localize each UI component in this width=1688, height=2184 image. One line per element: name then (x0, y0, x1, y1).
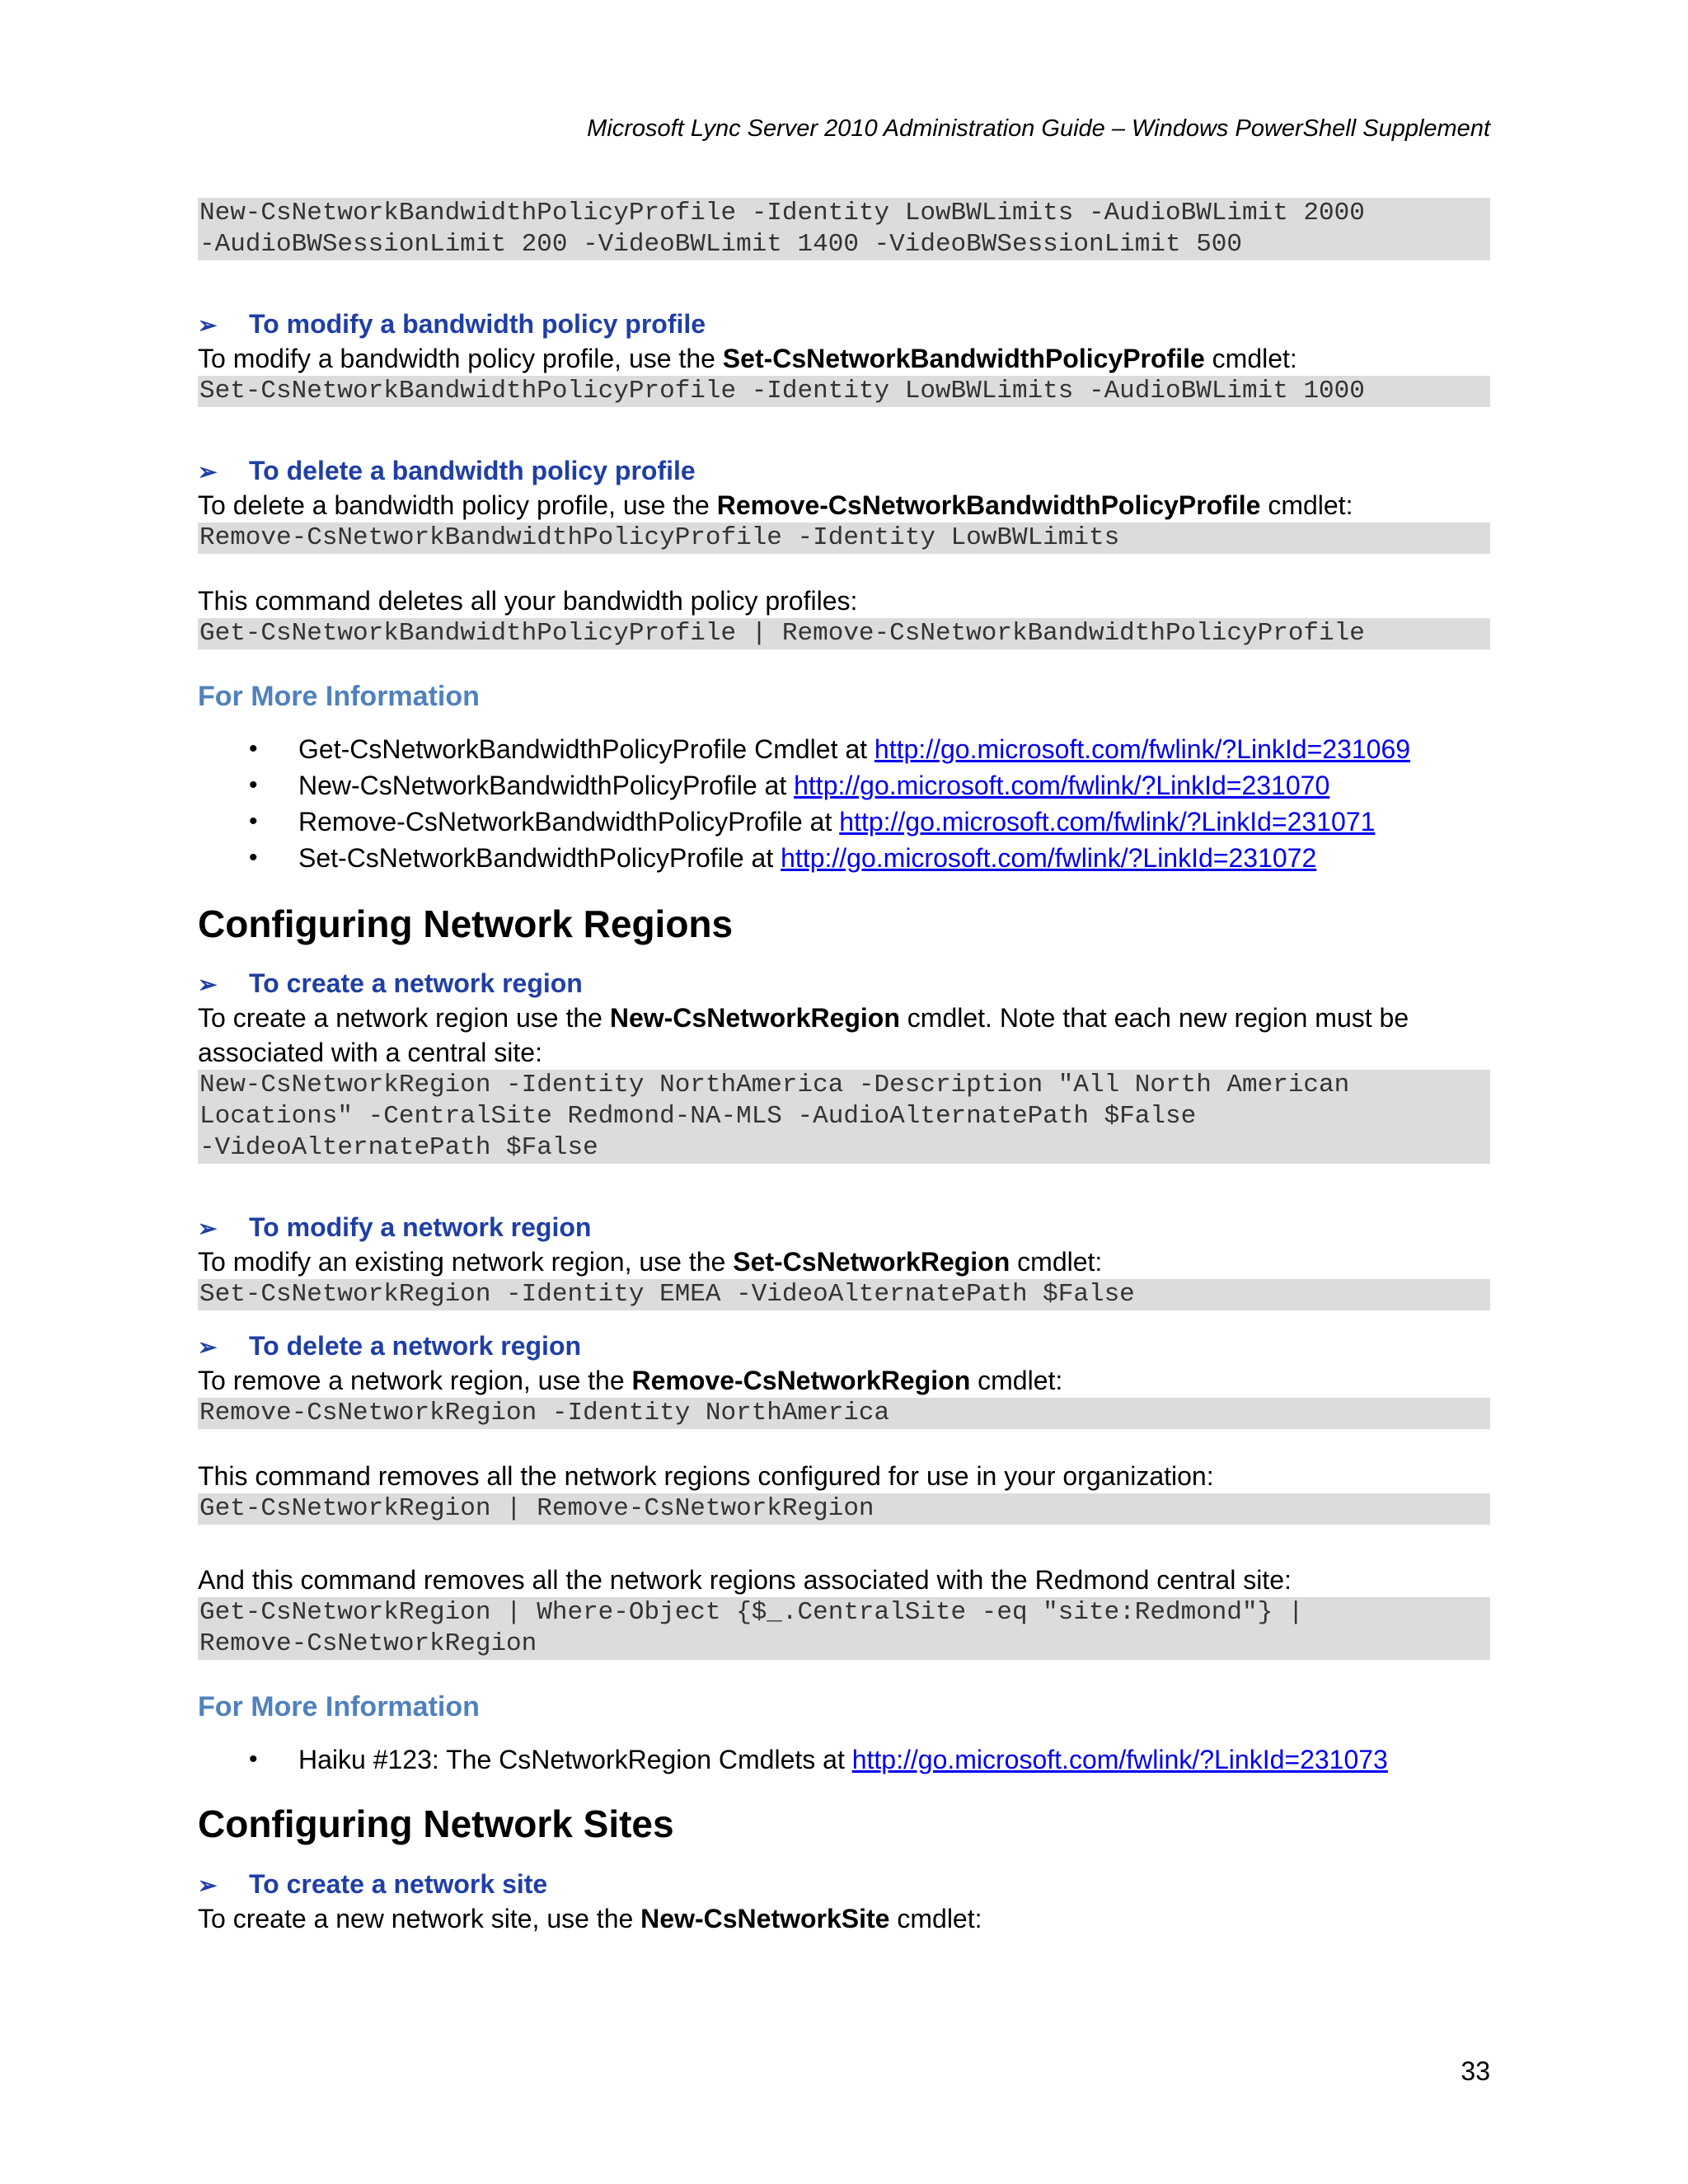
code-block: Get-CsNetworkBandwidthPolicyProfile | Remove-CsNetworkBandwidthPolicyProfile (198, 618, 1490, 649)
procedure-heading (198, 967, 583, 1001)
code-block: Get-CsNetworkRegion | Where-Object {$_.CentralSite -eq "site:Redmond"} | Remove-CsNetworkRegion (198, 1597, 1490, 1660)
code-block: New-CsNetworkRegion -Identity NorthAmerica -Description "All North American Locations" -CentralSite Redmond-NA-MLS -AudioAlternatePath $False -VideoAlternatePath $False (198, 1070, 1490, 1164)
procedure-heading-text: To modify a bandwidth policy profile (249, 309, 706, 339)
procedure-heading-text: To modify a network region (249, 1212, 592, 1242)
procedure-heading-text: To delete a network region (249, 1331, 582, 1361)
procedure-heading (198, 1211, 591, 1245)
arrow-bullet-icon: ➢ (198, 459, 218, 485)
section-heading-more-info: For More Information (198, 681, 480, 712)
paragraph: To remove a network region, use the Remove-CsNetworkRegion cmdlet: (198, 1366, 1063, 1395)
paragraph: To delete a bandwidth policy profile, use the Remove-CsNetworkBandwidthPolicyProfile cmdlet: (198, 490, 1353, 520)
reference-link[interactable]: http://go.microsoft.com/fwlink/?LinkId=231072 (781, 843, 1317, 873)
code-block: Remove-CsNetworkRegion -Identity NorthAmerica (198, 1398, 1490, 1429)
procedure-heading-text: To delete a bandwidth policy profile (249, 456, 696, 485)
code-block: New-CsNetworkBandwidthPolicyProfile -Identity LowBWLimits -AudioBWLimit 2000 -AudioBWSessionLimit 200 -VideoBWLimit 1400 -VideoBWSessionLimit 500 (198, 198, 1490, 260)
bullet-icon: • (249, 735, 258, 762)
section-title: Configuring Network Sites (198, 1802, 674, 1845)
list-item: • Remove-CsNetworkBandwidthPolicyProfile at http://go.microsoft.com/fwlink/?LinkId=231071 (198, 804, 1410, 840)
procedure-heading-text: To create a network region (249, 968, 583, 998)
code-block: Set-CsNetworkBandwidthPolicyProfile -Identity LowBWLimits -AudioBWLimit 1000 (198, 376, 1490, 407)
list-item: • Haiku #123: The CsNetworkRegion Cmdlets at http://go.microsoft.com/fwlink/?LinkId=231073 (198, 1741, 1388, 1778)
procedure-heading (198, 1868, 547, 1902)
list-item: • Set-CsNetworkBandwidthPolicyProfile at http://go.microsoft.com/fwlink/?LinkId=231072 (198, 840, 1410, 876)
arrow-bullet-icon: ➢ (198, 972, 218, 997)
paragraph: This command deletes all your bandwidth policy profiles: (198, 586, 858, 616)
running-header: Microsoft Lync Server 2010 Administration Guide – Windows PowerShell Supplement (587, 115, 1490, 142)
procedure-heading (198, 307, 706, 342)
arrow-bullet-icon: ➢ (198, 1872, 218, 1898)
reference-link[interactable]: http://go.microsoft.com/fwlink/?LinkId=231073 (851, 1745, 1388, 1774)
bullet-icon: • (249, 1746, 258, 1773)
list-item: • New-CsNetworkBandwidthPolicyProfile at http://go.microsoft.com/fwlink/?LinkId=231070 (198, 767, 1410, 804)
arrow-bullet-icon: ➢ (198, 312, 218, 338)
procedure-heading (198, 454, 696, 489)
bullet-icon: • (249, 808, 258, 835)
cmdlet-name: New-CsNetworkSite (640, 1904, 890, 1933)
bullet-icon: • (249, 844, 258, 871)
reference-link[interactable]: http://go.microsoft.com/fwlink/?LinkId=231070 (794, 771, 1330, 800)
cmdlet-name: Set-CsNetworkBandwidthPolicyProfile (722, 344, 1205, 373)
reference-link[interactable]: http://go.microsoft.com/fwlink/?LinkId=231069 (874, 734, 1411, 764)
page-number: 33 (1461, 2056, 1490, 2086)
list-item: • Get-CsNetworkBandwidthPolicyProfile Cmdlet at http://go.microsoft.com/fwlink/?LinkId=231069 (198, 731, 1410, 767)
procedure-heading-text: To create a network site (249, 1869, 548, 1899)
paragraph: To create a new network site, use the New-CsNetworkSite cmdlet: (198, 1904, 982, 1933)
arrow-bullet-icon: ➢ (198, 1334, 218, 1360)
section-title: Configuring Network Regions (198, 902, 734, 945)
cmdlet-name: New-CsNetworkRegion (609, 1003, 900, 1033)
procedure-heading (198, 1329, 581, 1364)
section-heading-more-info: For More Information (198, 1691, 480, 1722)
code-block: Get-CsNetworkRegion | Remove-CsNetworkRegion (198, 1493, 1490, 1525)
arrow-bullet-icon: ➢ (198, 1216, 218, 1241)
paragraph: This command removes all the network regions configured for use in your organization: (198, 1461, 1214, 1491)
cmdlet-name: Set-CsNetworkRegion (733, 1247, 1010, 1277)
paragraph: And this command removes all the network regions associated with the Redmond central site: (198, 1565, 1292, 1595)
more-info-list (198, 1741, 1388, 1778)
paragraph: To modify a bandwidth policy profile, use the Set-CsNetworkBandwidthPolicyProfile cmdlet: (198, 344, 1297, 373)
more-info-list (198, 731, 1410, 876)
cmdlet-name: Remove-CsNetworkBandwidthPolicyProfile (716, 490, 1261, 520)
cmdlet-name: Remove-CsNetworkRegion (631, 1366, 971, 1395)
code-block: Remove-CsNetworkBandwidthPolicyProfile -Identity LowBWLimits (198, 523, 1490, 554)
paragraph: To create a network region use the New-CsNetworkRegion cmdlet. Note that each new region must be associated with a central site: (198, 1003, 1409, 1067)
bullet-icon: • (249, 771, 258, 799)
paragraph: To modify an existing network region, use the Set-CsNetworkRegion cmdlet: (198, 1247, 1103, 1277)
code-block: Set-CsNetworkRegion -Identity EMEA -VideoAlternatePath $False (198, 1279, 1490, 1310)
reference-link[interactable]: http://go.microsoft.com/fwlink/?LinkId=231071 (839, 807, 1376, 837)
